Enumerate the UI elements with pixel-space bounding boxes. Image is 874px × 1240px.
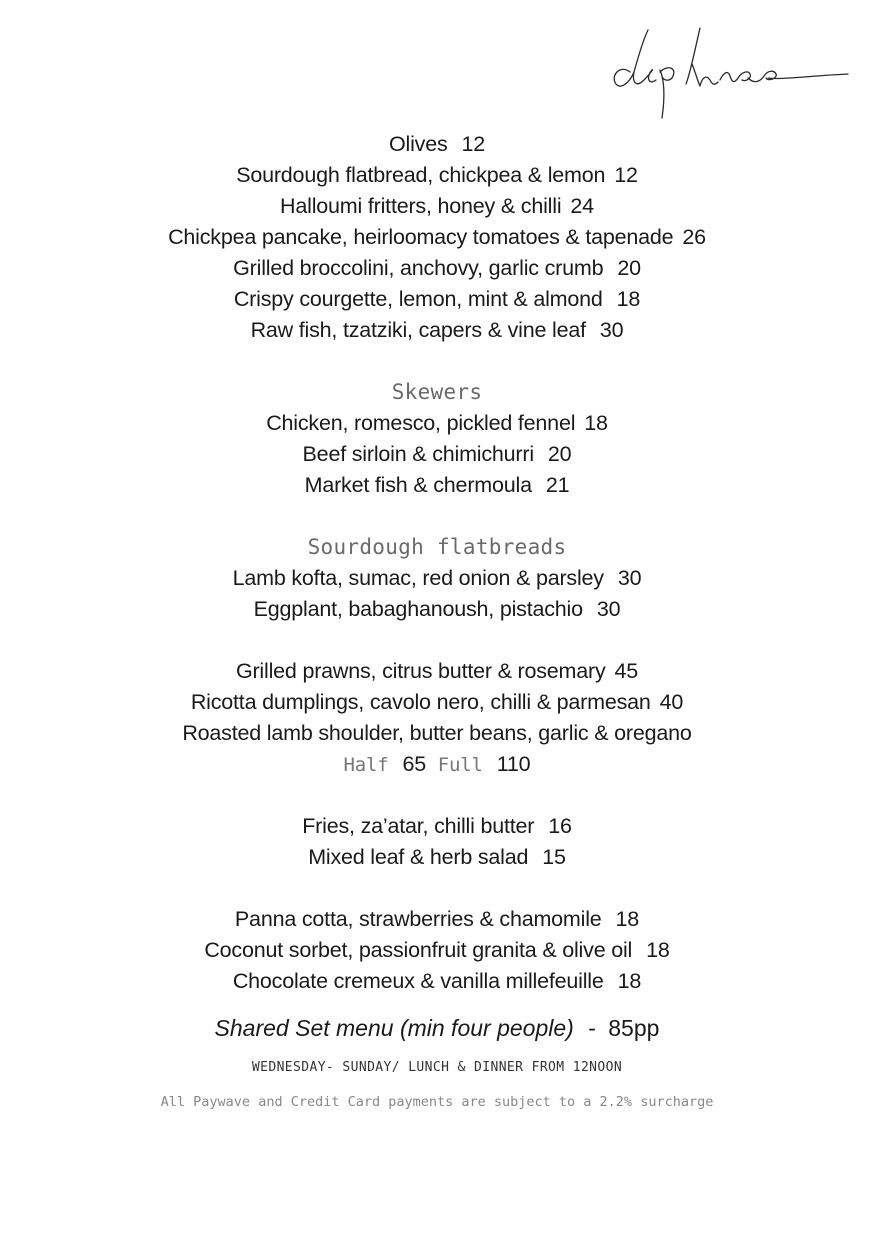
full-label: Full bbox=[437, 754, 483, 776]
menu-item bbox=[0, 408, 874, 439]
item-price: 21 bbox=[545, 473, 570, 497]
item-price: 18 bbox=[646, 938, 670, 962]
item-name: Chocolate cremeux & vanilla millefeuille bbox=[232, 969, 604, 993]
menu-item bbox=[0, 253, 874, 284]
daphnes-signature-logo bbox=[608, 24, 854, 124]
menu-item bbox=[0, 594, 874, 625]
lamb-size-options bbox=[0, 749, 874, 780]
menu-item bbox=[0, 656, 874, 687]
item-name: Mixed leaf & herb salad bbox=[308, 845, 529, 869]
menu-item bbox=[0, 563, 874, 594]
item-price: 16 bbox=[548, 814, 572, 838]
menu-item bbox=[0, 284, 874, 315]
item-name: Crispy courgette, lemon, mint & almond bbox=[233, 287, 603, 311]
item-price: 24 bbox=[570, 194, 594, 218]
menu-item bbox=[0, 129, 874, 160]
item-price: 18 bbox=[617, 969, 642, 993]
item-price: 40 bbox=[659, 690, 684, 714]
menu-item bbox=[0, 160, 874, 191]
menu bbox=[0, 129, 874, 1114]
menu-item bbox=[0, 470, 874, 501]
item-name: Grilled broccolini, anchovy, garlic crumb bbox=[233, 256, 604, 280]
set-menu bbox=[0, 1011, 874, 1045]
half-price: 65 bbox=[402, 752, 427, 776]
item-name: Olives bbox=[388, 132, 448, 156]
item-price: 12 bbox=[461, 132, 486, 156]
set-menu-separator: - bbox=[588, 1015, 596, 1041]
menu-item bbox=[0, 718, 874, 749]
menu-item bbox=[0, 811, 874, 842]
item-name: Chickpea pancake, heirloomacy tomatoes & tapenade bbox=[168, 225, 674, 249]
surcharge-notice: All Paywave and Credit Card payments are subject to a 2.2% surcharge bbox=[160, 1094, 714, 1110]
item-name: Raw fish, tzatziki, capers & vine leaf bbox=[250, 318, 586, 342]
item-price: 18 bbox=[616, 287, 641, 311]
item-name: Sourdough flatbread, chickpea & lemon bbox=[236, 163, 606, 187]
item-price: 20 bbox=[547, 442, 572, 466]
item-price: 15 bbox=[542, 845, 566, 869]
item-price: 30 bbox=[599, 318, 624, 342]
menu-item bbox=[0, 966, 874, 997]
set-menu-price: 85pp bbox=[608, 1015, 660, 1041]
item-price: 45 bbox=[614, 659, 639, 683]
item-name: Coconut sorbet, passionfruit granita & olive oil bbox=[204, 938, 633, 962]
item-price: 26 bbox=[682, 225, 706, 249]
item-price: 30 bbox=[596, 597, 621, 621]
item-price: 20 bbox=[617, 256, 641, 280]
set-menu-label: Shared Set menu (min four people) bbox=[214, 1015, 574, 1041]
menu-item bbox=[0, 935, 874, 966]
item-name: Ricotta dumplings, cavolo nero, chilli & parmesan bbox=[190, 690, 651, 714]
item-price: 12 bbox=[614, 163, 638, 187]
item-name: Panna cotta, strawberries & chamomile bbox=[234, 907, 602, 931]
item-name: Chicken, romesco, pickled fennel bbox=[266, 411, 576, 435]
item-name: Eggplant, babaghanoush, pistachio bbox=[253, 597, 583, 621]
half-label: Half bbox=[343, 754, 389, 776]
full-price: 110 bbox=[496, 752, 531, 776]
item-name: Halloumi fritters, honey & chilli bbox=[280, 194, 562, 218]
item-name: Beef sirloin & chimichurri bbox=[302, 442, 534, 466]
section-title-flatbreads: Sourdough flatbreads bbox=[307, 535, 567, 559]
menu-item bbox=[0, 687, 874, 718]
item-name: Lamb kofta, sumac, red onion & parsley bbox=[232, 566, 604, 590]
menu-item bbox=[0, 439, 874, 470]
menu-item bbox=[0, 904, 874, 935]
opening-hours: WEDNESDAY- SUNDAY/ LUNCH & DINNER FROM 12NOON bbox=[251, 1060, 623, 1075]
menu-item bbox=[0, 842, 874, 873]
menu-item bbox=[0, 222, 874, 253]
item-name: Roasted lamb shoulder, butter beans, garlic & oregano bbox=[182, 721, 692, 745]
item-name: Fries, za’atar, chilli butter bbox=[302, 814, 535, 838]
item-price: 30 bbox=[617, 566, 642, 590]
item-name: Grilled prawns, citrus butter & rosemary bbox=[235, 659, 606, 683]
menu-item bbox=[0, 315, 874, 346]
menu-item bbox=[0, 191, 874, 222]
section-title-skewers: Skewers bbox=[391, 380, 483, 404]
item-price: 18 bbox=[615, 907, 640, 931]
item-price: 18 bbox=[584, 411, 608, 435]
item-name: Market fish & chermoula bbox=[304, 473, 532, 497]
